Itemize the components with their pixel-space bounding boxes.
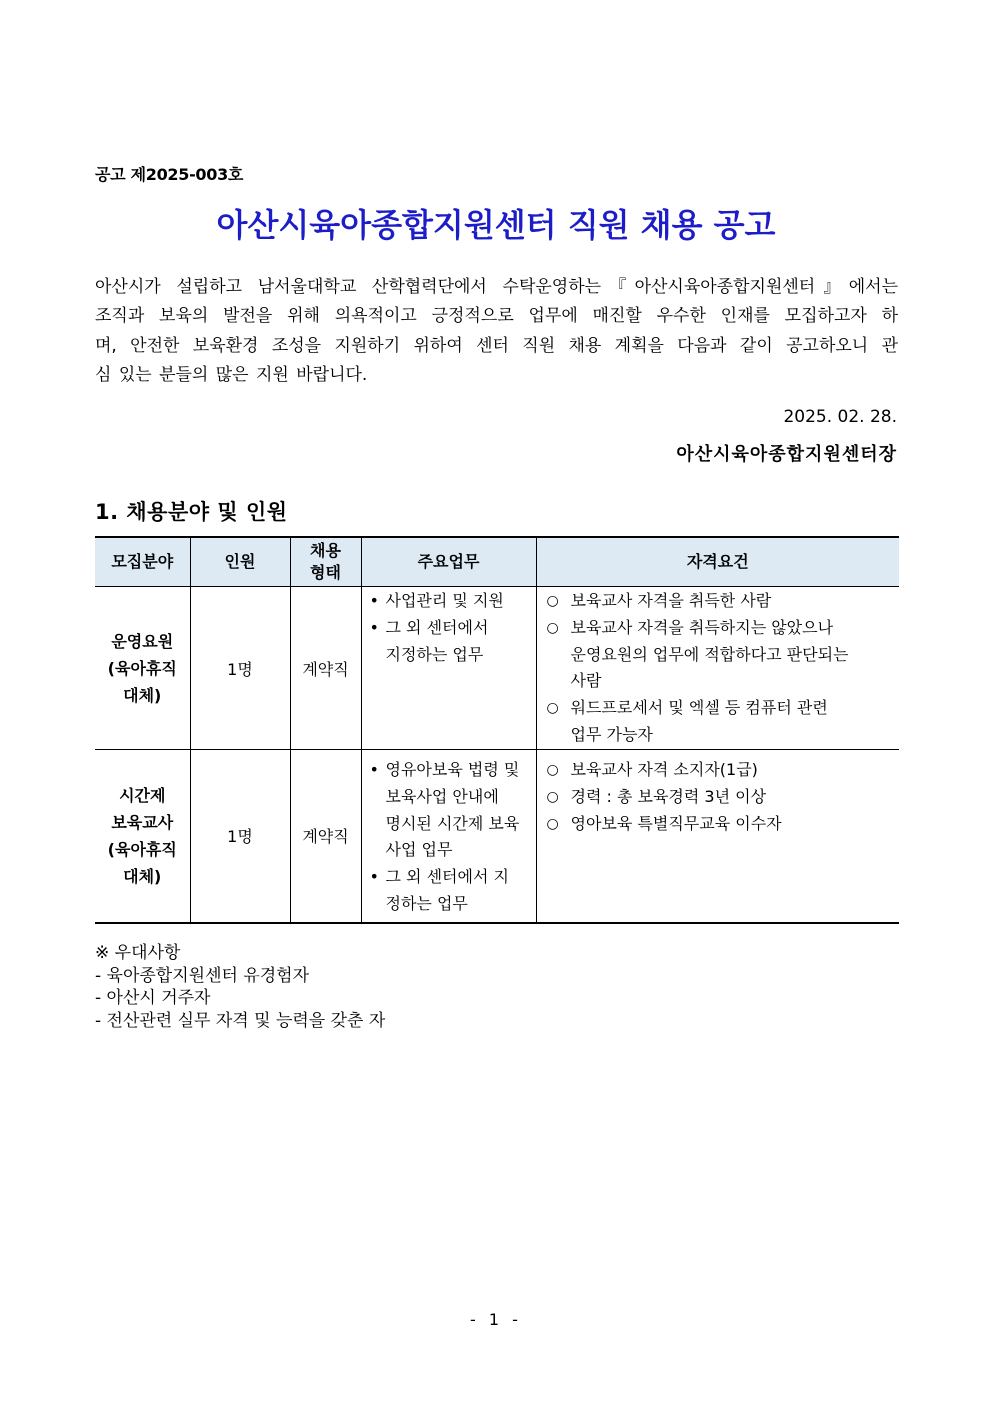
cell-field [95,750,190,923]
page-title: 아산시육아종합지원센터 직원 채용 공고 [216,206,776,244]
preference-notes [95,942,385,1032]
duty-text: 지정하는 업무 [385,644,484,664]
duty-item [368,588,532,615]
circle-bullet-icon: ○ [546,815,559,832]
table-row [95,750,899,923]
duty-item [368,864,532,918]
qual-text: 보육교사 자격을 취득하지는 않았으나 [570,617,834,637]
cell-quals [536,587,899,750]
field-line: (육아휴직 [107,658,177,678]
notes-item: - 전산관련 실무 자격 및 능력을 갖춘 자 [95,1010,386,1031]
header-field: 모집분야 [95,537,190,587]
qual-text: 운영요원의 업무에 적합하다고 판단되는 [570,644,849,664]
duty-text: 영유아보육 법령 및 [385,760,520,779]
bullet-icon: • [369,760,379,779]
intro-line: 며, 안전한 보육환경 조성을 지원하기 위하여 센터 직원 채용 계획을 다음과 같이 공고하오니 관 [95,335,898,356]
duty-item [368,615,532,669]
circle-bullet-icon: ○ [546,700,559,717]
duty-text: 보육사업 안내에 [385,786,499,806]
cell-count: 1명 [190,587,290,750]
duty-text: 정하는 업무 [385,893,468,913]
signer: 아산시육아종합지원센터장 [676,444,897,465]
cell-duties [361,750,536,923]
field-line: 보육교사 [111,812,174,832]
notice-number: 공고 제2025-003호 [95,165,244,184]
circle-bullet-icon: ○ [546,619,559,636]
qual-item [545,695,894,749]
table-row [95,587,899,750]
qual-item [545,757,894,784]
field-line: 대체) [123,685,162,705]
cell-type: 계약직 [290,750,361,923]
header-type-line: 형태 [310,563,341,582]
notes-heading: ※ 우대사항 [95,943,181,963]
bullet-icon: • [369,617,379,637]
field-line: 운영요원 [111,631,174,651]
qual-text: 워드프로세서 및 엑셀 등 컴퓨터 관련 [570,698,828,718]
intro-line: 조직과 보육의 발전을 위해 의욕적이고 긍정적으로 업무에 매진할 우수한 인재를 모집하고자 하 [95,306,898,327]
notes-item: - 아산시 거주자 [95,988,211,1008]
qual-text: 경력 : 총 보육경력 3년 이상 [570,786,767,806]
notes-item: - 육아종합지원센터 유경험자 [95,965,310,986]
circle-bullet-icon: ○ [546,593,559,609]
bullet-icon: • [369,867,379,887]
page-number: - 1 - [470,1310,522,1329]
qual-item [545,784,894,811]
qual-text: 업무 가능자 [570,724,653,744]
intro-line: 아산시가 설립하고 남서울대학교 산학협력단에서 수탁운영하는『아산시육아종합지원센터』에서는 [95,277,898,297]
cell-field [95,587,190,750]
qual-text: 보육교사 자격을 취득한 사람 [570,591,772,610]
intro-line: 심 있는 분들의 많은 지원 바랍니다. [95,364,368,385]
table-header-row [95,537,899,587]
duty-item [368,757,532,864]
duty-text: 사업 업무 [385,840,453,860]
cell-type: 계약직 [290,587,361,750]
duty-text: 그 외 센터에서 지 [385,867,509,887]
announcement-date: 2025. 02. 28. [783,407,897,427]
duty-text: 그 외 센터에서 [385,617,489,637]
qual-item [545,615,894,695]
duty-text: 사업관리 및 지원 [385,591,504,610]
circle-bullet-icon: ○ [546,762,559,778]
cell-duties [361,587,536,750]
header-type-line: 채용 [310,541,341,560]
field-line: 시간제 [119,785,166,805]
cell-quals [536,750,899,923]
qual-text: 영아보육 특별직무교육 이수자 [570,813,782,833]
header-quals: 자격요건 [536,537,899,587]
header-duties: 주요업무 [361,537,536,587]
qual-item [545,588,894,615]
recruitment-table [95,536,899,924]
qual-text: 보육교사 자격 소지자(1급) [570,760,758,779]
circle-bullet-icon: ○ [546,788,559,805]
qual-item [545,811,894,838]
section-title: 1. 채용분야 및 인원 [95,500,288,524]
header-type [290,537,361,587]
field-line: 대체) [123,866,162,886]
cell-count: 1명 [190,750,290,923]
intro-paragraph [95,273,898,390]
duty-text: 명시된 시간제 보육 [385,813,520,833]
bullet-icon: • [369,591,379,610]
field-line: (육아휴직 [107,839,177,859]
header-count: 인원 [190,537,290,587]
qual-text: 사람 [570,671,602,691]
